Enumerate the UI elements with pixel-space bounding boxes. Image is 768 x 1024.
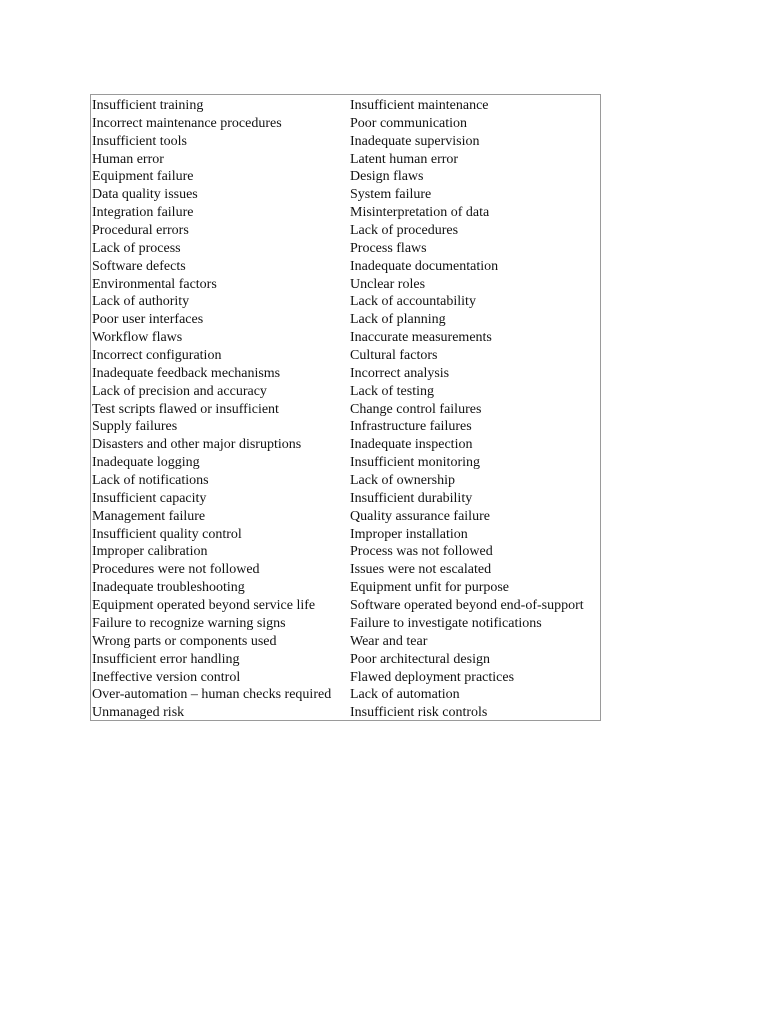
cause-left-cell: Insufficient error handling — [92, 651, 240, 667]
table-row — [92, 472, 601, 490]
cause-right-cell: Poor communication — [350, 115, 468, 131]
cause-right-cell: Infrastructure failures — [350, 419, 472, 435]
table-row — [92, 633, 601, 651]
table-row — [92, 293, 601, 311]
cause-left-cell: Lack of precision and accuracy — [92, 383, 267, 399]
table-row — [92, 579, 601, 597]
cause-right-cell: Inadequate documentation — [350, 258, 499, 274]
cause-left-cell: Lack of process — [92, 240, 181, 256]
cause-right-cell: Cultural factors — [350, 348, 438, 364]
cause-left-cell: Management failure — [92, 508, 206, 524]
cause-right-cell: Design flaws — [350, 169, 424, 185]
cause-right-cell: Insufficient durability — [350, 490, 473, 506]
cause-right-cell: Lack of planning — [350, 312, 446, 328]
cause-left-cell: Insufficient capacity — [92, 490, 207, 506]
table-row — [92, 222, 601, 240]
table-row — [92, 597, 601, 615]
cause-right-cell: Change control failures — [350, 401, 482, 417]
cause-left-cell: Software defects — [92, 258, 186, 274]
cause-right-cell: Lack of testing — [350, 383, 434, 399]
cause-left-cell: Equipment failure — [92, 169, 194, 185]
table-row — [92, 615, 601, 633]
table-row — [92, 669, 601, 687]
table-row — [92, 543, 601, 561]
cause-right-cell: Lack of automation — [350, 687, 460, 703]
cause-right-cell: Quality assurance failure — [350, 508, 490, 524]
cause-left-cell: Lack of authority — [92, 294, 190, 310]
cause-left-cell: Lack of notifications — [92, 473, 209, 489]
cause-left-cell: Insufficient quality control — [92, 526, 242, 542]
cause-right-cell: Unclear roles — [350, 276, 426, 292]
cause-left-cell: Incorrect configuration — [92, 348, 222, 364]
cause-right-cell: Inaccurate measurements — [350, 330, 492, 346]
table-row — [92, 365, 601, 383]
cause-left-cell: Insufficient tools — [92, 133, 188, 149]
table-row — [92, 686, 601, 704]
cause-right-cell: Misinterpretation of data — [350, 205, 490, 221]
cause-right-cell: Flawed deployment practices — [350, 669, 515, 685]
cause-left-cell: Incorrect maintenance procedures — [92, 115, 282, 131]
table-row — [92, 490, 601, 508]
cause-right-cell: Insufficient maintenance — [350, 98, 489, 113]
cause-left-cell: Supply failures — [92, 419, 178, 435]
cause-left-cell: Improper calibration — [92, 544, 208, 560]
cause-right-cell: Failure to investigate notifications — [350, 615, 542, 631]
cause-left-cell: Poor user interfaces — [92, 312, 204, 328]
cause-left-cell: Insufficient training — [92, 98, 204, 113]
cause-left-cell: Wrong parts or components used — [92, 633, 277, 649]
table-row — [92, 240, 601, 258]
table-row — [92, 508, 601, 526]
cause-right-cell: Software operated beyond end-of-support — [350, 598, 584, 614]
cause-right-cell: System failure — [350, 187, 432, 203]
cause-left-cell: Disasters and other major disruptions — [92, 437, 302, 453]
table-row — [92, 311, 601, 329]
table-row — [92, 454, 601, 472]
table-row — [92, 329, 601, 347]
cause-left-cell: Inadequate troubleshooting — [92, 580, 245, 596]
cause-right-cell: Insufficient monitoring — [350, 455, 480, 471]
cause-left-cell: Equipment operated beyond service life — [92, 598, 316, 614]
cause-left-cell: Over-automation – human checks required — [92, 687, 332, 703]
table-row — [92, 151, 601, 169]
table-row — [92, 186, 601, 204]
table-row — [92, 651, 601, 669]
cause-right-cell: Insufficient risk controls — [350, 705, 488, 721]
cause-right-cell: Inadequate supervision — [350, 133, 480, 149]
table-row — [92, 418, 601, 436]
table-row — [92, 276, 601, 294]
table-row — [92, 401, 601, 419]
table-row — [92, 347, 601, 365]
table-row — [92, 258, 601, 276]
table-row — [92, 133, 601, 151]
cause-right-cell: Issues were not escalated — [350, 562, 492, 578]
cause-right-cell: Incorrect analysis — [350, 365, 450, 381]
cause-left-cell: Ineffective version control — [92, 669, 241, 685]
table-row — [92, 436, 601, 454]
cause-left-cell: Human error — [92, 151, 164, 167]
cause-right-cell: Lack of ownership — [350, 473, 455, 489]
cause-left-cell: Environmental factors — [92, 276, 217, 292]
cause-left-cell: Test scripts flawed or insufficient — [92, 401, 279, 417]
cause-left-cell: Failure to recognize warning signs — [92, 615, 286, 631]
table-row — [92, 168, 601, 186]
table-row — [92, 704, 601, 722]
table-row — [92, 526, 601, 544]
cause-right-cell: Improper installation — [350, 526, 468, 542]
cause-right-cell: Process was not followed — [350, 544, 493, 560]
table-row — [92, 383, 601, 401]
cause-right-cell: Poor architectural design — [350, 651, 490, 667]
causes-table-border — [90, 94, 601, 721]
cause-left-cell: Procedural errors — [92, 223, 189, 239]
cause-right-cell: Latent human error — [350, 151, 459, 167]
table-row — [92, 115, 601, 133]
cause-right-cell: Inadequate inspection — [350, 437, 473, 453]
cause-left-cell: Procedures were not followed — [92, 562, 260, 578]
causes-table — [92, 97, 601, 722]
cause-left-cell: Inadequate feedback mechanisms — [92, 365, 281, 381]
cause-left-cell: Data quality issues — [92, 187, 198, 203]
cause-right-cell: Wear and tear — [350, 633, 428, 649]
cause-right-cell: Lack of accountability — [350, 294, 476, 310]
cause-left-cell: Inadequate logging — [92, 455, 200, 471]
cause-right-cell: Equipment unfit for purpose — [350, 580, 510, 596]
cause-right-cell: Process flaws — [350, 240, 427, 256]
table-row — [92, 97, 601, 115]
cause-left-cell: Workflow flaws — [92, 330, 183, 346]
cause-left-cell: Unmanaged risk — [92, 705, 185, 721]
cause-left-cell: Integration failure — [92, 205, 194, 221]
cause-right-cell: Lack of procedures — [350, 223, 459, 239]
table-row — [92, 561, 601, 579]
table-row — [92, 204, 601, 222]
